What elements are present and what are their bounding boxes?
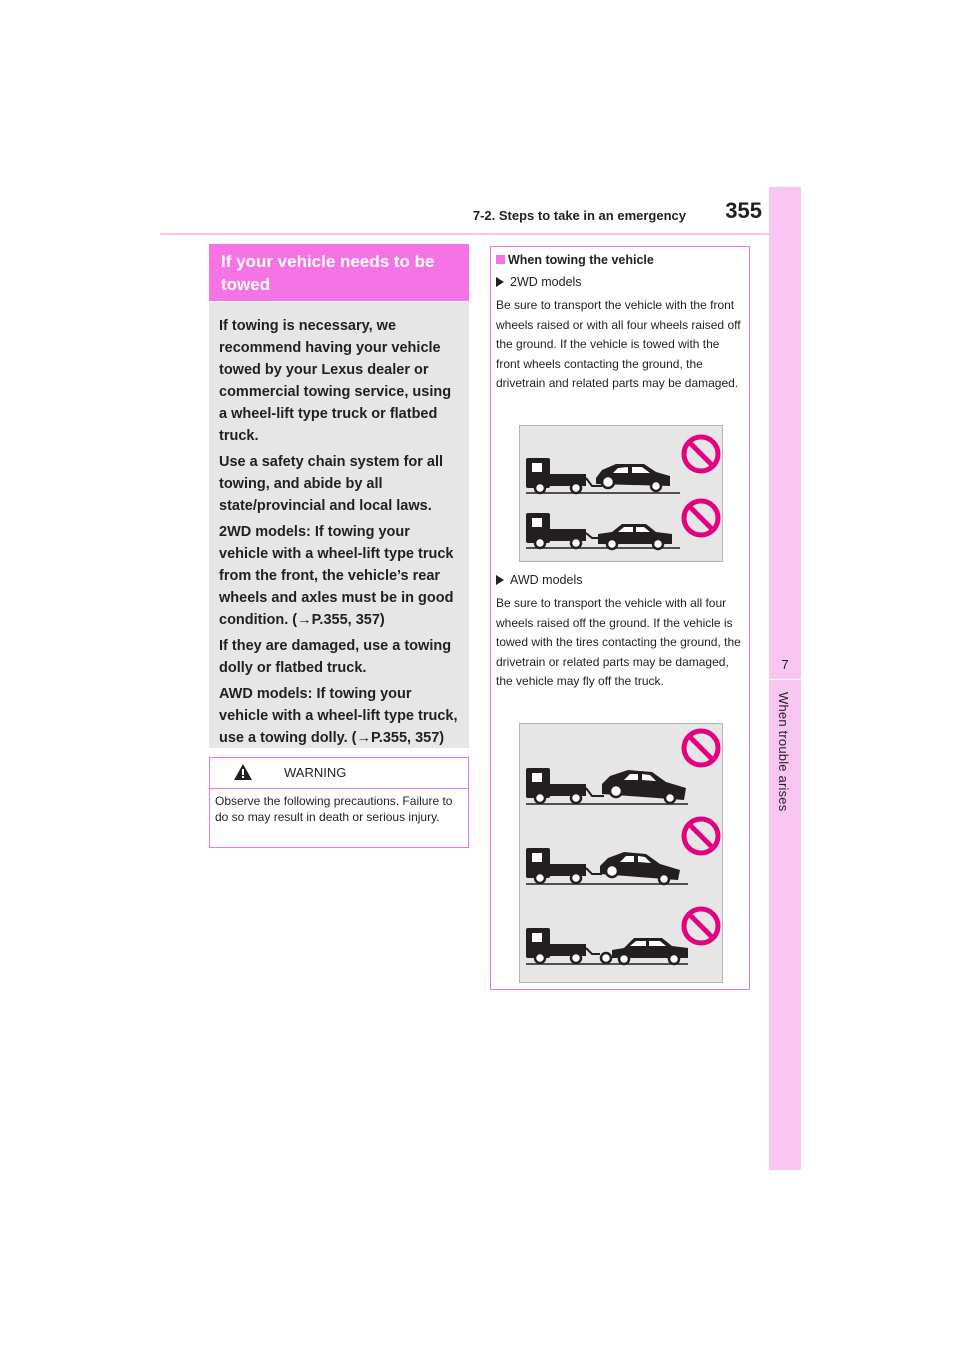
intro-box xyxy=(209,302,469,748)
intro-paragraph: 2WD models: If towing your vehicle with a wheel-lift type truck from the front, the vehicle’s rear wheels and axles must be in good condition. (→P.355, 357) xyxy=(219,524,454,628)
subsection-label-text: 2WD models xyxy=(510,275,582,289)
triangle-bullet-icon xyxy=(496,277,504,287)
awd-towing-illustration xyxy=(519,723,723,983)
2wd-towing-illustration xyxy=(519,425,723,562)
subsection-text-2wd: Be sure to transport the vehicle with the front wheels raised or with all four wheels raised off the ground. If the vehicle is towed with the front wheels contacting the ground, the drivetrain and related parts may be damaged. xyxy=(496,298,741,390)
triangle-bullet-icon xyxy=(496,575,504,585)
subsection-label-text: AWD models xyxy=(510,573,583,587)
intro-paragraph: If towing is necessary, we recommend having your vehicle towed by your Lexus dealer or commercial towing service, using a wheel-lift type truck or flatbed truck. xyxy=(219,318,452,444)
page-number: 355 xyxy=(725,198,762,223)
towing-heading xyxy=(496,253,654,267)
prohibited-icon xyxy=(684,437,718,471)
tow-scene-row xyxy=(526,513,680,549)
chapter-number: 7 xyxy=(781,657,789,672)
tow-scene-row xyxy=(526,848,688,884)
warning-box xyxy=(209,757,469,848)
header-divider xyxy=(160,233,769,235)
section-heading: If your vehicle needs to be towed xyxy=(221,252,435,294)
tow-scene-row xyxy=(526,928,688,964)
prohibited-icon xyxy=(684,501,718,535)
subsection-text-awd: Be sure to transport the vehicle with all four wheels raised off the ground. If the vehicle is towed with the tires contacting the ground, the drivetrain or related parts may be damaged, the vehicle may fly off the truck. xyxy=(496,596,741,688)
warning-text: Observe the following precautions. Failure to do so may result in death or serious injury. xyxy=(215,794,453,824)
square-bullet-icon xyxy=(496,255,505,264)
prohibited-icon xyxy=(684,909,718,943)
intro-paragraph: Use a safety chain system for all towing, and abide by all state/provincial and local laws. xyxy=(219,454,444,514)
tow-scene-row xyxy=(526,458,680,493)
warning-header xyxy=(210,758,468,789)
intro-paragraph: AWD models: If towing your vehicle with a wheel-lift type truck, use a towing dolly. (→P.355, 357) xyxy=(219,686,458,746)
prohibited-icon xyxy=(684,819,718,853)
towing-info-box xyxy=(490,246,750,990)
chapter-title: When trouble arises xyxy=(776,692,791,812)
towing-heading-text: When towing the vehicle xyxy=(508,253,654,267)
warning-label: WARNING xyxy=(284,765,347,780)
section-heading-box xyxy=(209,244,469,301)
section-title: 7-2. Steps to take in an emergency xyxy=(472,208,686,223)
tow-scene-row xyxy=(526,768,688,804)
warning-triangle-icon xyxy=(234,764,252,780)
subsection-label-awd xyxy=(496,573,582,587)
intro-paragraph: If they are damaged, use a towing dolly or flatbed truck. xyxy=(219,638,452,676)
prohibited-icon xyxy=(684,731,718,765)
subsection-label-2wd xyxy=(496,275,582,289)
chapter-tab xyxy=(769,187,801,1170)
